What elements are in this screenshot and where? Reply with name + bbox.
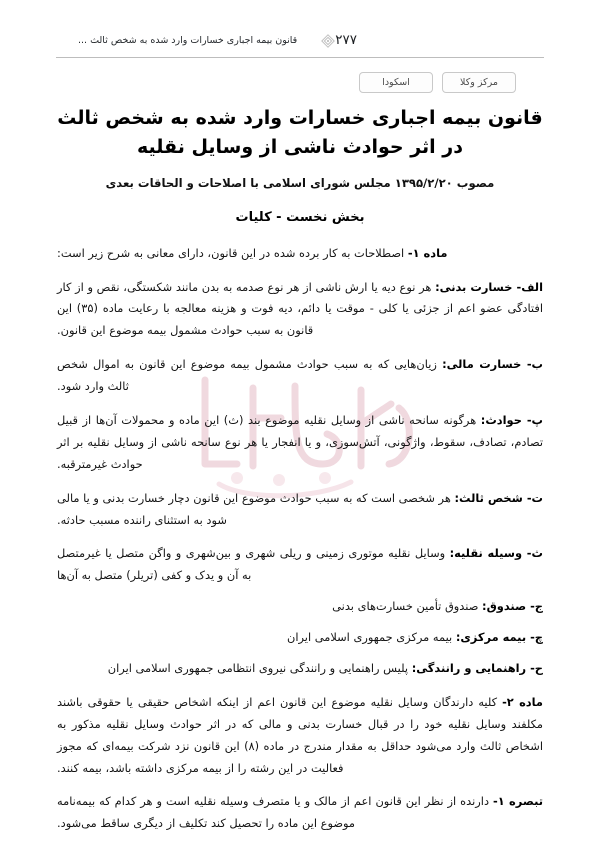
- page-title: قانون بیمه اجباری خسارات وارد شده به شخص ثالث در اثر حوادث ناشی از وسایل نقلیه: [57, 107, 543, 158]
- chip-oskoda[interactable]: اسکودا: [359, 72, 433, 93]
- definition-alef-marker: الف-: [516, 279, 543, 294]
- article-2: [57, 692, 543, 780]
- note-1-text: دارنده از نظر این قانون اعم از مالک و یا متصرف وسیله نقلیه است و هر کدام که بیمه‌نامه موضوع این ماده را تحصیل کند تکلیف از دیگری ساقط می‌شود.: [57, 794, 494, 831]
- definition-che-marker: چ-: [530, 630, 543, 645]
- running-header-title: قانون بیمه اجباری خسارات وارد شده به شخص ثالث ...: [78, 35, 298, 47]
- article-2-label: ماده ۲-: [502, 694, 543, 709]
- definition-he-term: راهنمایی و رانندگی:: [411, 661, 531, 675]
- definition-se: [57, 543, 543, 587]
- definition-he-text: پلیس راهنمایی و رانندگی نیروی انتظامی جمهوری اسلامی ایران: [107, 661, 412, 675]
- definition-che: [57, 627, 543, 649]
- article-1: [57, 243, 543, 265]
- source-chips: [359, 72, 516, 93]
- chip-markaz-vokala[interactable]: مرکز وکلا: [442, 72, 516, 93]
- definition-pe-marker: پ-: [526, 412, 543, 427]
- definition-be-text: زیان‌هایی که به سبب حوادث مشمول بیمه موضوع این قانون به اموال شخص ثالث وارد شود.: [57, 357, 443, 394]
- definition-alef: [57, 277, 543, 343]
- definition-se-term: وسیله نقلیه:: [449, 546, 527, 561]
- definition-be: [57, 354, 543, 398]
- definition-jim-text: صندوق تأمین خسارت‌های بدنی: [332, 599, 483, 614]
- definition-he-marker: ح-: [530, 661, 543, 675]
- note-1-label: تبصره ۱-: [493, 794, 543, 809]
- running-header: [56, 28, 544, 54]
- definition-he: [57, 658, 543, 680]
- article-2-text: کلیه دارندگان وسایل نقلیه موضوع این قانون اعم از اینکه اشخاص حقیقی یا حقوقی باشند مکلفند وسایل نقلیه خود را در قبال خسارت بدنی و مالی که در اثر حوادث وسایل نقلیه مذکور به اشخاص ثالث وارد می‌شود حداقل به مقدار مندرج در ماده (۸) این قانون نزد شرکت بیمه‌ای که مجوز فعالیت در این رشته را از بیمه مرکزی داشته باشد، بیمه کنند.: [57, 694, 543, 775]
- definition-se-marker: ث-: [526, 546, 543, 561]
- definition-jim-marker: ج-: [530, 599, 543, 614]
- definition-te-term: شخص ثالث:: [454, 490, 527, 505]
- diamond-ornament-icon: [321, 34, 335, 48]
- definition-alef-text: هر نوع دیه یا ارش ناشی از هر نوع صدمه به بدن مانند شکستگی، نقص و از کار افتادگی عضو اعم از جزئی یا کلی - موقت یا دائم، دیه فوت و هزینه معالجه با رعایت ماده (۳۵) این قانون به سبب حوادث مشمول بیمه موضوع این قانون.: [57, 279, 543, 338]
- definition-pe-term: حوادث:: [480, 412, 527, 427]
- definition-che-text: بیمه مرکزی جمهوری اسلامی ایران: [286, 630, 456, 645]
- definition-pe: [57, 410, 543, 476]
- definition-pe-text: هرگونه سانحه ناشی از وسایل نقلیه موضوع بند (ث) این ماده و محمولات آن‌ها از قبیل تصادم، تصادف، سقوط، واژگونی، آتش‌سوزی، و یا انفجار یا هر نوع سانحه ناشی از وسایل نقلیه بر اثر حوادث غیرمترقبه.: [57, 412, 543, 471]
- definition-te-marker: ت-: [526, 490, 543, 505]
- definition-te: [57, 488, 543, 532]
- definition-che-term: بیمه مرکزی:: [455, 630, 531, 645]
- definition-be-term: خسارت مالی:: [442, 357, 527, 372]
- article-1-text: اصطلاحات به کار برده شده در این قانون، دارای معانی به شرح زیر است:: [57, 245, 408, 260]
- document-subtitle: مصوب ۱۳۹۵/۲/۲۰ مجلس شورای اسلامی با اصلاحات و الحاقات بعدی: [105, 175, 495, 190]
- definition-jim-term: صندوق:: [482, 599, 531, 614]
- document-body: [57, 104, 543, 835]
- note-1: [57, 791, 543, 835]
- header-divider: [56, 57, 544, 58]
- definition-jim: [57, 596, 543, 618]
- definition-se-text: وسایل نقلیه موتوری زمینی و ریلی شهری و بین‌شهری و واگن متصل یا غیرمتصل به آن و یدک و کفی (تریلر) متصل به آن‌ها: [57, 546, 450, 583]
- definition-te-text: هر شخصی است که به سبب حوادث موضوع این قانون دچار خسارت بدنی و یا مالی شود به استثنای راننده مسبب حادثه.: [57, 490, 455, 527]
- definition-alef-term: خسارت بدنی:: [435, 279, 517, 294]
- page-number: ۲۷۷: [335, 32, 357, 49]
- article-1-label: ماده ۱-: [407, 245, 448, 260]
- section-title: بخش نخست - کلیات: [235, 210, 365, 226]
- definition-be-marker: ب-: [526, 357, 543, 372]
